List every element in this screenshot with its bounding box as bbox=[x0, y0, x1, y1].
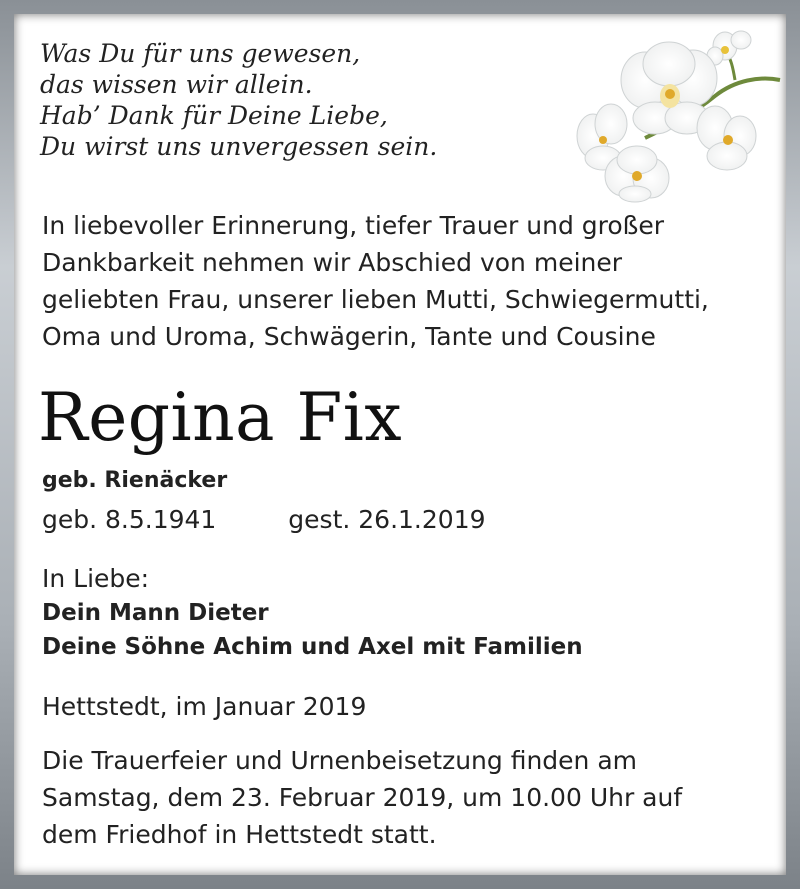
poem-line: Du wirst uns unvergessen sein. bbox=[40, 132, 438, 161]
intro-line: geliebten Frau, unserer lieben Mutti, Schwiegermutti, bbox=[42, 285, 709, 314]
poem-line: Hab’ Dank für Deine Liebe, bbox=[40, 101, 388, 130]
intro-line: Dankbarkeit nehmen wir Abschied von meiner bbox=[42, 248, 623, 277]
intro-text bbox=[42, 207, 709, 355]
intro-line: Oma und Uroma, Schwägerin, Tante und Cousine bbox=[42, 322, 656, 351]
birth-date: geb. 8.5.1941 bbox=[42, 505, 217, 534]
poem bbox=[40, 38, 437, 162]
funeral-line: dem Friedhof in Hettstedt statt. bbox=[42, 820, 437, 849]
funeral-info bbox=[42, 742, 682, 853]
intro-line: In liebevoller Erinnerung, tiefer Trauer und großer bbox=[42, 211, 665, 240]
orchid-flower-icon bbox=[575, 28, 785, 203]
funeral-line: Die Trauerfeier und Urnenbeisetzung finden am bbox=[42, 746, 638, 775]
poem-line: das wissen wir allein. bbox=[40, 70, 313, 99]
deceased-name: Regina Fix bbox=[38, 379, 403, 456]
mourners-label: In Liebe: bbox=[42, 564, 150, 593]
death-date: gest. 26.1.2019 bbox=[288, 505, 486, 534]
funeral-line: Samstag, dem 23. Februar 2019, um 10.00 Uhr auf bbox=[42, 783, 683, 812]
life-dates bbox=[42, 502, 486, 538]
poem-line: Was Du für uns gewesen, bbox=[40, 39, 361, 68]
place-date: Hettstedt, im Januar 2019 bbox=[42, 692, 367, 721]
maiden-name: geb. Rienäcker bbox=[42, 468, 228, 493]
mourners bbox=[42, 562, 583, 664]
mourner-line: Dein Mann Dieter bbox=[42, 600, 269, 626]
mourner-line: Deine Söhne Achim und Axel mit Familien bbox=[42, 634, 583, 660]
